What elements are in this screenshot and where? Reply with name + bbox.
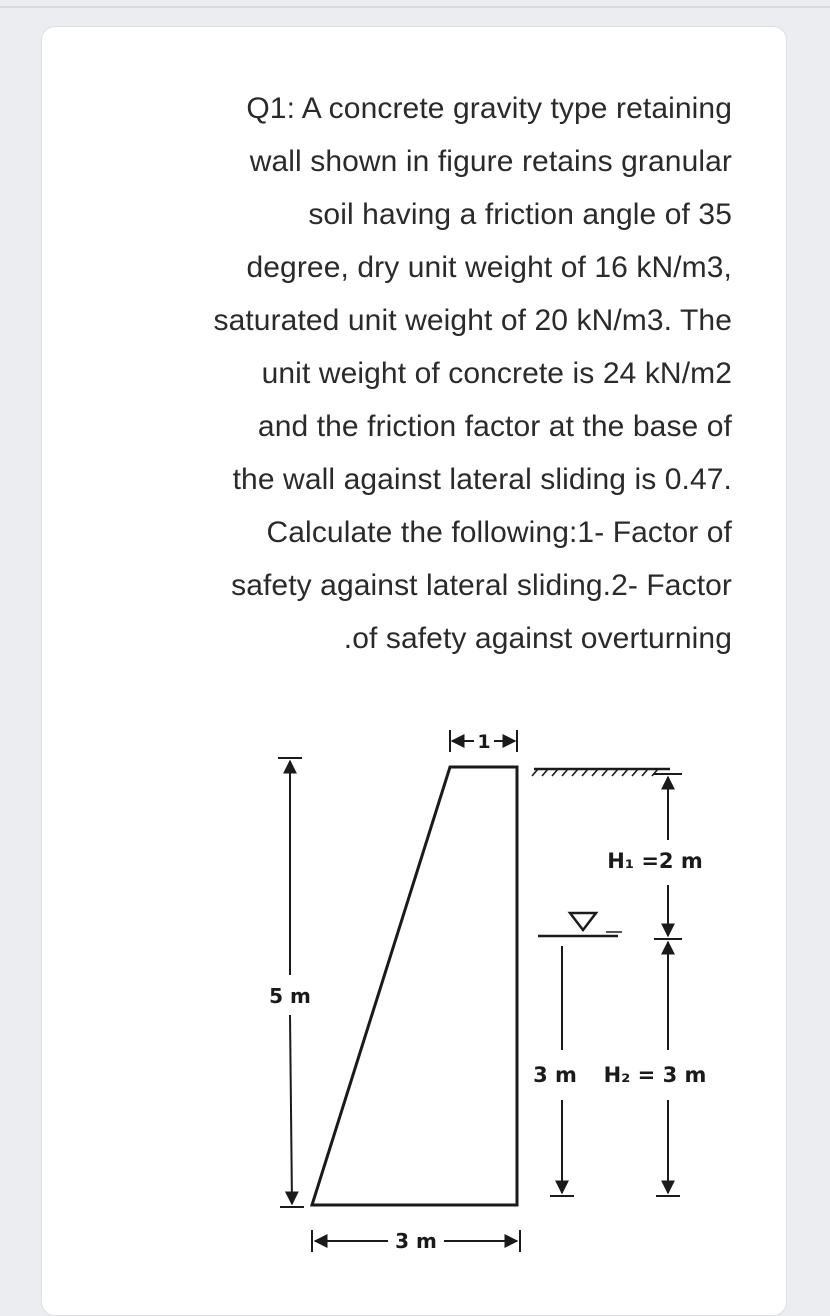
question-line: safety against lateral sliding.2- Factor	[231, 569, 732, 602]
top-width-label: 1	[477, 731, 491, 753]
height-arrow-down	[290, 1015, 292, 1204]
water-depth-label: 3 m	[533, 1063, 577, 1087]
base-width-label: 3 m	[395, 1229, 437, 1253]
question-line: Q1: A concrete gravity type retaining	[246, 92, 732, 125]
question-line: wall shown in figure retains granular	[249, 145, 732, 178]
question-line: Calculate the following:1- Factor of	[266, 516, 732, 549]
question-text	[60, 82, 732, 665]
height-label: 5 m	[269, 984, 311, 1008]
wall-section	[312, 767, 517, 1205]
question-line: .of safety against overturning	[343, 622, 732, 655]
question-line: saturated unit weight of 20 kN/m3. The	[213, 304, 732, 337]
top-divider	[0, 6, 830, 8]
question-line: the wall against lateral sliding is 0.47.	[232, 463, 732, 496]
question-line: soil having a friction angle of 35	[308, 198, 732, 231]
question-line: and the friction factor at the base of	[257, 410, 732, 443]
h1-label: H₁ =2 m	[607, 849, 703, 873]
question-line: unit weight of concrete is 24 kN/m2	[261, 357, 732, 390]
retaining-wall-diagram	[250, 720, 730, 1280]
retaining-wall-figure	[250, 720, 730, 1280]
question-line: degree, dry unit weight of 16 kN/m3,	[246, 251, 732, 284]
water-table-symbol	[570, 913, 596, 930]
h2-label: H₂ = 3 m	[603, 1063, 707, 1087]
